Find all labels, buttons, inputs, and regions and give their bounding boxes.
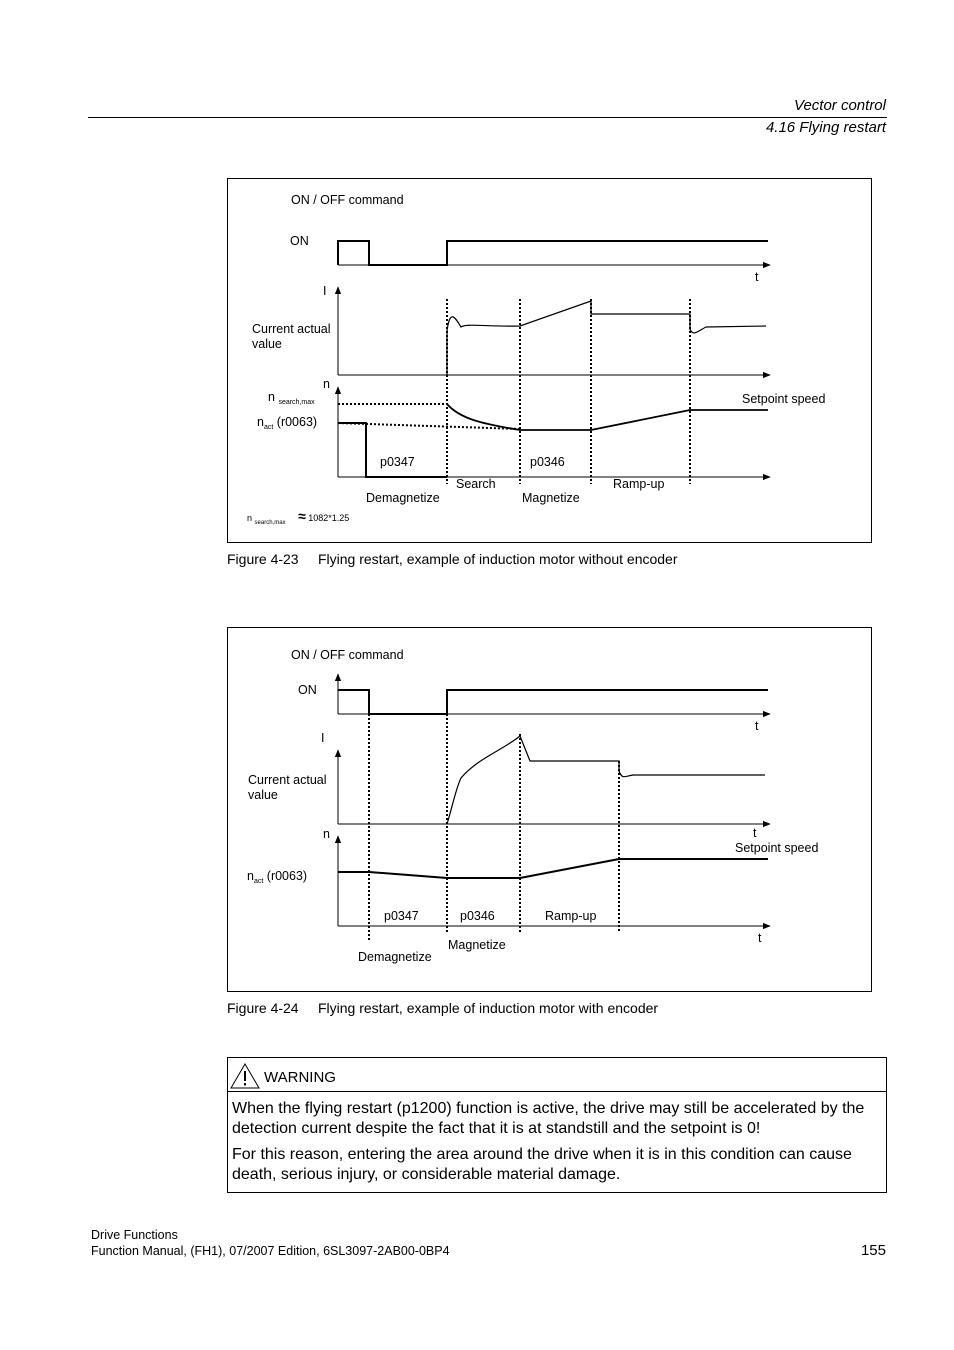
magnetize-label: Magnetize <box>522 491 580 505</box>
t-label-current: t <box>753 826 757 840</box>
p0347-label: p0347 <box>380 455 415 469</box>
p0346-label: p0346 <box>530 455 565 469</box>
figure-4-24-diagram <box>228 628 873 993</box>
footer-line-2: Function Manual, (FH1), 07/2007 Edition, 6SL3097-2AB00-0BP4 <box>91 1244 450 1258</box>
figure-4-24-caption: Figure 4-24 Flying restart, example of induction motor with encoder <box>227 1000 659 1016</box>
ramp-up-label: Ramp-up <box>613 477 665 491</box>
demagnetize-label: Demagnetize <box>358 950 432 964</box>
n-act-label: $n_{act}$ (r0063) <box>257 415 318 431</box>
n-search-max-note: n $_{search,max}$ ≈ 1082*1.25 <box>247 508 350 526</box>
on-off-command-label: ON / OFF command <box>291 193 404 207</box>
warning-box <box>227 1057 887 1193</box>
speed-curve <box>338 859 768 878</box>
search-label: Search <box>456 477 496 491</box>
warning-header <box>228 1058 886 1092</box>
demagnetize-label: Demagnetize <box>366 491 440 505</box>
footer-line-1: Drive Functions <box>91 1228 178 1242</box>
figure-4-23 <box>227 178 872 543</box>
current-actual-label: Current actual value <box>248 773 327 802</box>
warning-body <box>228 1092 886 1192</box>
approx-icon: ≈ <box>298 508 306 524</box>
n-axis-label: n <box>323 827 330 841</box>
t-label-on-off: t <box>755 270 759 284</box>
on-label: ON <box>298 683 317 697</box>
page-number: 155 <box>860 1242 886 1259</box>
warning-title: WARNING <box>264 1069 336 1086</box>
figure-4-23-caption: Figure 4-23 Flying restart, example of induction motor without encoder <box>227 551 678 567</box>
header-rule <box>88 117 887 118</box>
p0346-label: p0346 <box>460 909 495 923</box>
warning-paragraph-1: When the flying restart (p1200) function is active, the drive may still be accelerated by the detection current despite the fact that it is at standstill and the setpoint is 0! <box>232 1100 865 1137</box>
current-actual-label: Current actual value <box>252 322 331 351</box>
p0347-label: p0347 <box>384 909 419 923</box>
ramp-up-label: Ramp-up <box>545 909 597 923</box>
on-off-signal <box>338 241 768 265</box>
setpoint-speed-label: Setpoint speed <box>742 392 826 406</box>
on-off-command-label: ON / OFF command <box>291 648 404 662</box>
magnetize-label: Magnetize <box>448 938 506 952</box>
t-label-speed: t <box>758 931 762 945</box>
header-section: 4.16 Flying restart <box>765 119 886 136</box>
search-speed-curve <box>447 404 768 430</box>
header-chapter: Vector control <box>794 97 886 114</box>
warning-triangle-icon <box>230 1062 262 1090</box>
figure-4-23-diagram <box>228 179 873 544</box>
n-axis-label: n <box>323 377 330 391</box>
warning-paragraph-2: For this reason, entering the area around the drive when it is in this condition can cause death, serious injury, or considerable material damage. <box>232 1146 852 1183</box>
n-act-label: $n_{act}$ (r0063) <box>247 869 308 885</box>
current-actual-curve <box>447 736 765 824</box>
i-axis-label: I <box>323 284 327 298</box>
i-axis-label: I <box>321 731 325 745</box>
n-search-max-label: n $_{search,max}$ <box>268 390 315 406</box>
on-off-signal <box>338 690 768 714</box>
current-actual-curve <box>447 301 766 375</box>
t-label-on-off: t <box>755 719 759 733</box>
figure-4-24 <box>227 627 872 992</box>
on-label: ON <box>290 234 309 248</box>
footer-info <box>91 1227 450 1259</box>
setpoint-speed-label: Setpoint speed <box>735 841 819 855</box>
